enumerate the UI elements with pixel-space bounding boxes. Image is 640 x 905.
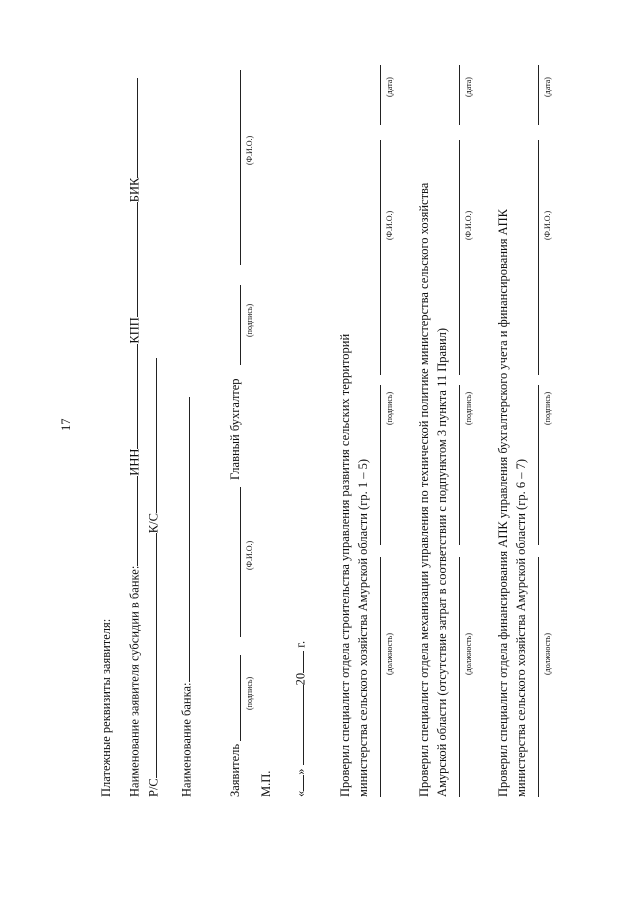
applicant-name-label xyxy=(126,78,141,797)
check1-line2: министерства сельского хозяйства Амурской области (гр. 1 – 5) xyxy=(356,459,370,797)
applicant-name-label-text: Наименование заявителя субсидии в банке: xyxy=(127,565,142,797)
chief-fio-line[interactable] xyxy=(240,70,241,265)
date-row xyxy=(292,641,307,797)
check1-position-caption: (должность) xyxy=(385,633,394,675)
chief-accountant-label: Главный бухгалтер xyxy=(228,378,242,480)
check3-position-line[interactable] xyxy=(538,557,539,797)
chief-fio-caption: (Ф.И.О.) xyxy=(245,135,254,165)
year-suffix: г. xyxy=(293,640,308,648)
chief-signature-caption: (подпись) xyxy=(245,303,254,337)
check1-line1: Проверил специалист отдела строительства управления развития сельских территорий xyxy=(338,333,352,797)
bank-name-row xyxy=(178,397,193,797)
rs-label: Р/С xyxy=(146,778,161,797)
check1-position-line[interactable] xyxy=(380,557,381,797)
check2-line1: Проверил специалист отдела механизации управления по технической политике министерства сельского хозяйства xyxy=(417,182,431,797)
month-field[interactable] xyxy=(292,685,304,765)
check1-date-caption: (дата) xyxy=(385,77,394,97)
check2-signature-line[interactable] xyxy=(459,385,460,545)
stamp-label: М.П. xyxy=(259,770,273,797)
chief-signature-line[interactable] xyxy=(240,285,241,365)
check3-line2: министерства сельского хозяйства Амурской области (гр. 6 – 7) xyxy=(514,459,528,797)
rs-field[interactable] xyxy=(145,533,157,778)
inn-blank[interactable] xyxy=(126,476,138,566)
inn-field[interactable] xyxy=(126,344,138,449)
check1-fio-line[interactable] xyxy=(380,140,381,375)
page-number: 17 xyxy=(59,418,73,431)
check3-signature-caption: (подпись) xyxy=(543,391,552,425)
bank-name-label: Наименование банка: xyxy=(179,682,194,797)
applicant-fio-caption: (Ф.И.О.) xyxy=(245,540,254,570)
check1-signature-line[interactable] xyxy=(380,385,381,545)
ks-field[interactable] xyxy=(145,358,157,513)
check3-date-caption: (дата) xyxy=(543,77,552,97)
check3-signature-line[interactable] xyxy=(538,385,539,545)
day-field[interactable] xyxy=(292,775,304,791)
year-field[interactable] xyxy=(292,651,304,673)
applicant-fio-line[interactable] xyxy=(240,487,241,637)
date-open-quote: « xyxy=(293,790,308,797)
bik-field[interactable] xyxy=(126,78,138,178)
check2-date-line[interactable] xyxy=(459,65,460,125)
applicant-signature-line[interactable] xyxy=(240,655,241,741)
applicant-signature-caption: (подпись) xyxy=(245,676,254,710)
check2-position-caption: (должность) xyxy=(464,633,473,675)
check3-line1: Проверил специалист отдела финансирования АПК управления бухгалтерского учета и финансирования АПК xyxy=(496,209,510,797)
check1-fio-caption: (Ф.И.О.) xyxy=(385,210,394,240)
check1-date-line[interactable] xyxy=(380,65,381,125)
bik-label: БИК xyxy=(127,177,142,203)
check3-date-line[interactable] xyxy=(538,65,539,125)
check3-fio-caption: (Ф.И.О.) xyxy=(543,210,552,240)
kpp-label: КПП xyxy=(127,317,142,344)
check2-fio-line[interactable] xyxy=(459,140,460,375)
check2-fio-caption: (Ф.И.О.) xyxy=(464,210,473,240)
check3-fio-line[interactable] xyxy=(538,140,539,375)
applicant-label: Заявитель xyxy=(228,743,242,797)
accounts-row xyxy=(145,358,160,797)
check2-signature-caption: (подпись) xyxy=(464,391,473,425)
check2-date-caption: (дата) xyxy=(464,77,473,97)
check1-signature-caption: (подпись) xyxy=(385,391,394,425)
inn-label: ИНН xyxy=(127,448,142,476)
payment-heading: Платежные реквизиты заявителя: xyxy=(99,618,113,797)
check2-position-line[interactable] xyxy=(459,557,460,797)
check2-line2: Амурской области (отсутствие затрат в соответствии с подпунктом 3 пункта 11 Правил) xyxy=(435,327,449,797)
kpp-field[interactable] xyxy=(126,202,138,317)
ks-label: К/С xyxy=(146,513,161,534)
bank-name-field[interactable] xyxy=(178,397,190,682)
year-prefix: 20 xyxy=(293,672,308,686)
date-close-quote: » xyxy=(293,768,308,775)
check3-position-caption: (должность) xyxy=(543,633,552,675)
